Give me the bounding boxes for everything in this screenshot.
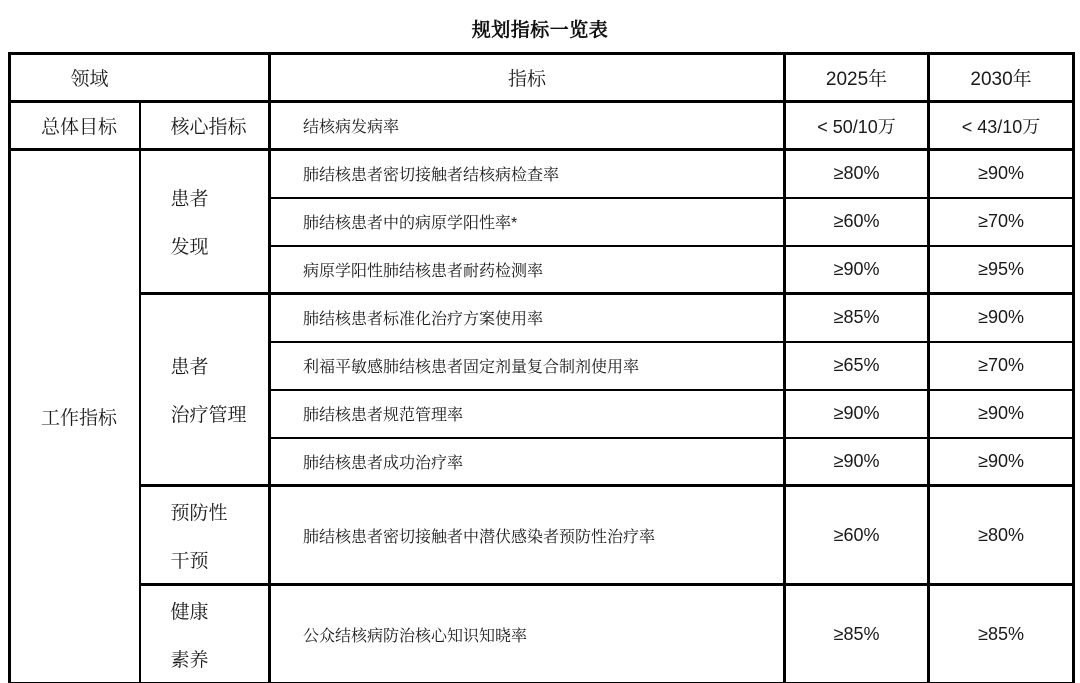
value-2030-cell: ≥70% <box>929 198 1074 246</box>
indicator-cell: 肺结核患者标准化治疗方案使用率 <box>270 294 785 342</box>
value-2025-cell: ≥60% <box>785 198 929 246</box>
header-2025: 2025年 <box>785 54 929 102</box>
subdomain-cell-health <box>140 585 270 683</box>
subdomain-line: 患者 <box>170 189 209 210</box>
value-2030-cell: ≥90% <box>929 294 1074 342</box>
subdomain-cell-discovery <box>140 150 270 294</box>
value-2030-cell: ≥70% <box>929 342 1074 390</box>
indicator-cell: 肺结核患者成功治疗率 <box>270 438 785 486</box>
table-title: 规划指标一览表 <box>471 20 609 41</box>
table-row-prevention <box>10 486 1074 585</box>
indicators-table <box>8 52 1075 683</box>
value-2030-cell: ≥85% <box>929 585 1074 683</box>
subdomain-line: 发现 <box>170 237 209 258</box>
subdomain-cell-prevention <box>140 486 270 585</box>
table-row-health-literacy <box>10 585 1074 683</box>
domain-cell-overall: 总体目标 <box>10 102 140 150</box>
indicator-cell: 利福平敏感肺结核患者固定剂量复合制剂使用率 <box>270 342 785 390</box>
value-2030-cell: ≥90% <box>929 390 1074 438</box>
value-2025-cell: ≥80% <box>785 150 929 198</box>
subdomain-line: 患者 <box>170 357 209 378</box>
subdomain-line: 干预 <box>170 550 209 572</box>
value-2025-cell: ≥90% <box>785 390 929 438</box>
value-2030-cell: ≥90% <box>929 150 1074 198</box>
value-2030-cell: ≥90% <box>929 438 1074 486</box>
table-row <box>10 294 1074 342</box>
indicator-cell: 公众结核病防治核心知识知晓率 <box>270 585 785 683</box>
table-row <box>10 150 1074 198</box>
value-2025-cell: ≥65% <box>785 342 929 390</box>
value-2030-cell: ≥95% <box>929 246 1074 294</box>
indicator-cell: 结核病发病率 <box>270 102 785 150</box>
subdomain-line: 治疗管理 <box>170 405 247 426</box>
value-2025-cell: ≥90% <box>785 438 929 486</box>
table-row-overall-goal <box>10 102 1074 150</box>
header-domain: 领域 <box>10 54 270 102</box>
indicator-cell: 病原学阳性肺结核患者耐药检测率 <box>270 246 785 294</box>
indicator-cell: 肺结核患者密切接触者结核病检查率 <box>270 150 785 198</box>
domain-cell-work: 工作指标 <box>10 150 140 683</box>
value-2025-cell: ≥85% <box>785 585 929 683</box>
value-2030-cell: < 43/10万 <box>929 102 1074 150</box>
value-2025-cell: < 50/10万 <box>785 102 929 150</box>
value-2025-cell: ≥60% <box>785 486 929 585</box>
subdomain-line: 素养 <box>170 649 209 671</box>
subdomain-cell-treatment <box>140 294 270 486</box>
value-2025-cell: ≥90% <box>785 246 929 294</box>
header-row <box>10 54 1074 102</box>
subdomain-line: 预防性 <box>170 502 228 524</box>
indicator-cell: 肺结核患者规范管理率 <box>270 390 785 438</box>
header-2030: 2030年 <box>929 54 1074 102</box>
subdomain-cell-core: 核心指标 <box>140 102 270 150</box>
value-2030-cell: ≥80% <box>929 486 1074 585</box>
value-2025-cell: ≥85% <box>785 294 929 342</box>
indicator-cell: 肺结核患者密切接触者中潜伏感染者预防性治疗率 <box>270 486 785 585</box>
subdomain-line: 健康 <box>170 601 209 623</box>
indicator-cell: 肺结核患者中的病原学阳性率* <box>270 198 785 246</box>
header-indicator: 指标 <box>270 54 785 102</box>
